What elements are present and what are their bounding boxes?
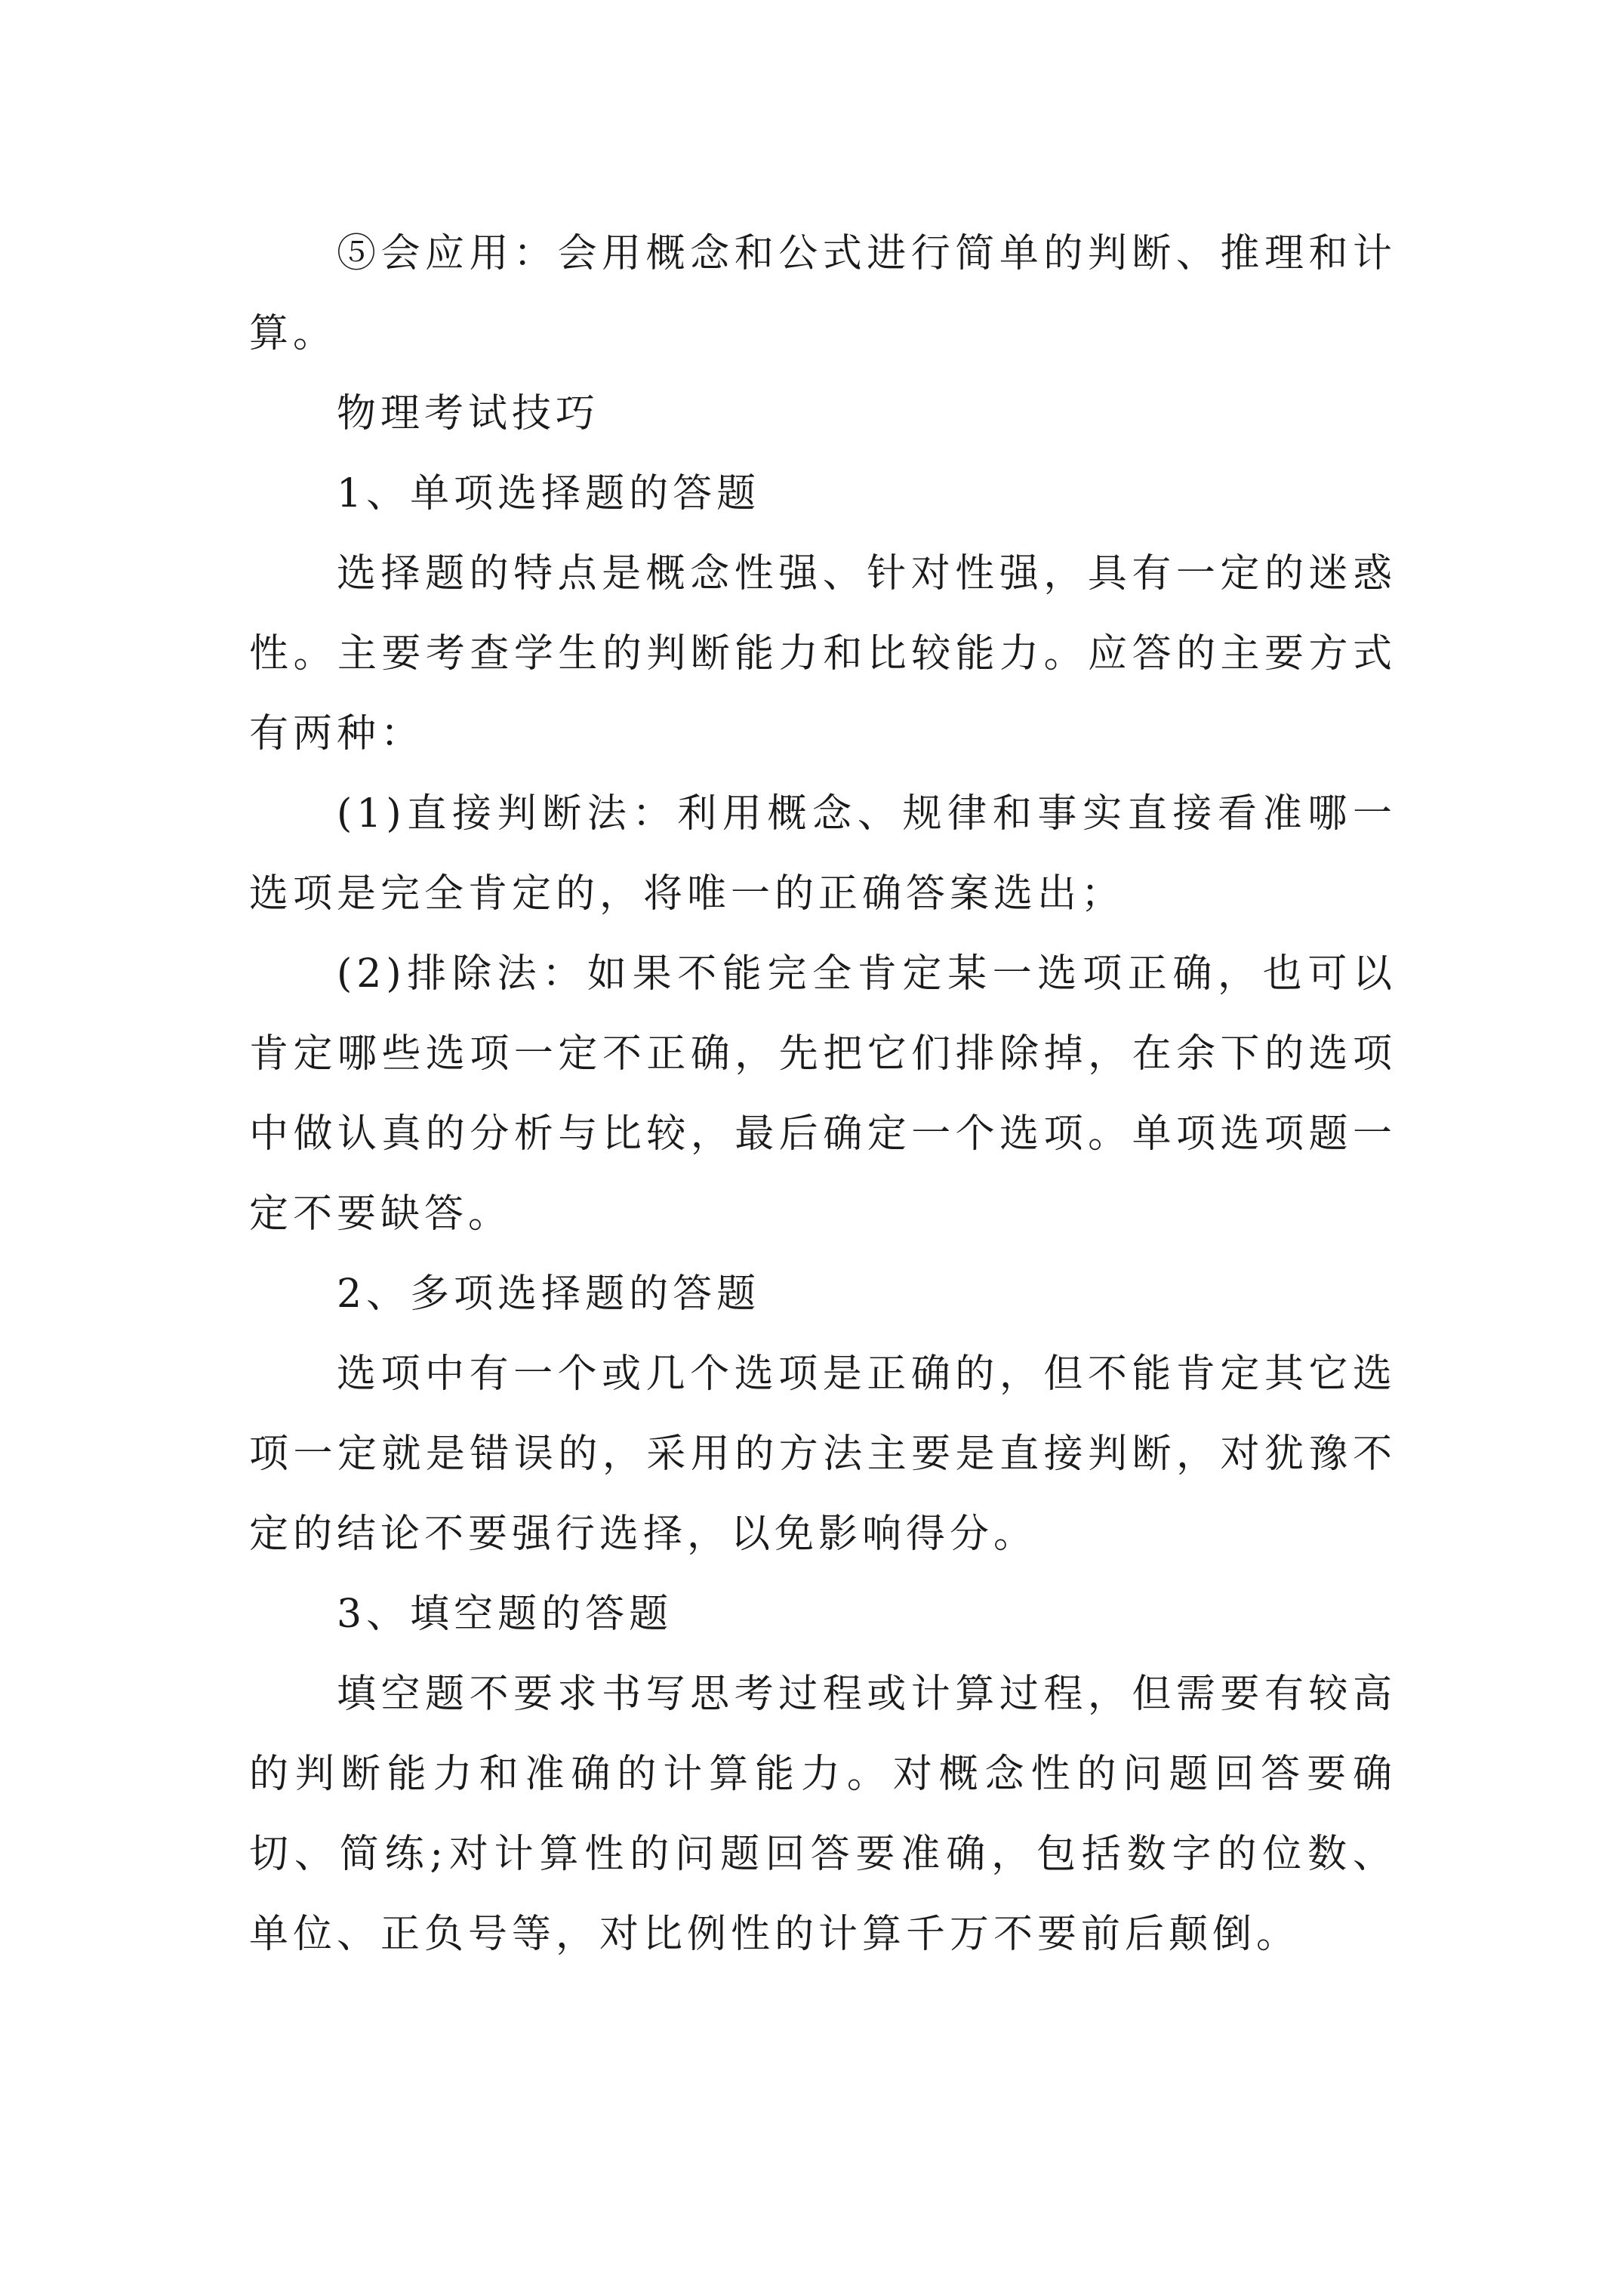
heading-fill-in-blank: 3、填空题的答题 xyxy=(337,1592,673,1637)
paragraph-multiple-choice: 选项中有一个或几个选项是正确的，但不能肯定其它选项一定就是错误的，采用的方法主要是直接判断，对犹豫不定的结论不要强行选择，以免影响得分。 xyxy=(249,1351,1397,1557)
heading-single-choice: 1、单项选择题的答题 xyxy=(337,471,761,516)
paragraph-single-choice-features: 选择题的特点是概念性强、针对性强，具有一定的迷惑性。主要考查学生的判断能力和比较能力。应答的主要方式有两种： xyxy=(249,551,1397,757)
paragraph-apply-level: ⑤会应用：会用概念和公式进行简单的判断、推理和计算。 xyxy=(249,231,1397,356)
paragraph-direct-judgment: (1)直接判断法：利用概念、规律和事实直接看准哪一选项是完全肯定的，将唯一的正确答案选出； xyxy=(249,791,1397,917)
section-title-exam-tips: 物理考试技巧 xyxy=(337,391,600,436)
paragraph-fill-in-blank: 填空题不要求书写思考过程或计算过程，但需要有较高的判断能力和准确的计算能力。对概念性的问题回答要确切、简练;对计算性的问题回答要准确，包括数字的位数、单位、正负号等，对比例性的计算千万不要前后颠倒。 xyxy=(249,1672,1397,1957)
heading-multiple-choice: 2、多项选择题的答题 xyxy=(337,1271,761,1317)
paragraph-elimination: (2)排除法：如果不能完全肯定某一选项正确，也可以肯定哪些选项一定不正确，先把它们排除掉，在余下的选项中做认真的分析与比较，最后确定一个选项。单项选项题一定不要缺答。 xyxy=(249,951,1397,1237)
document-body xyxy=(249,214,1397,1974)
